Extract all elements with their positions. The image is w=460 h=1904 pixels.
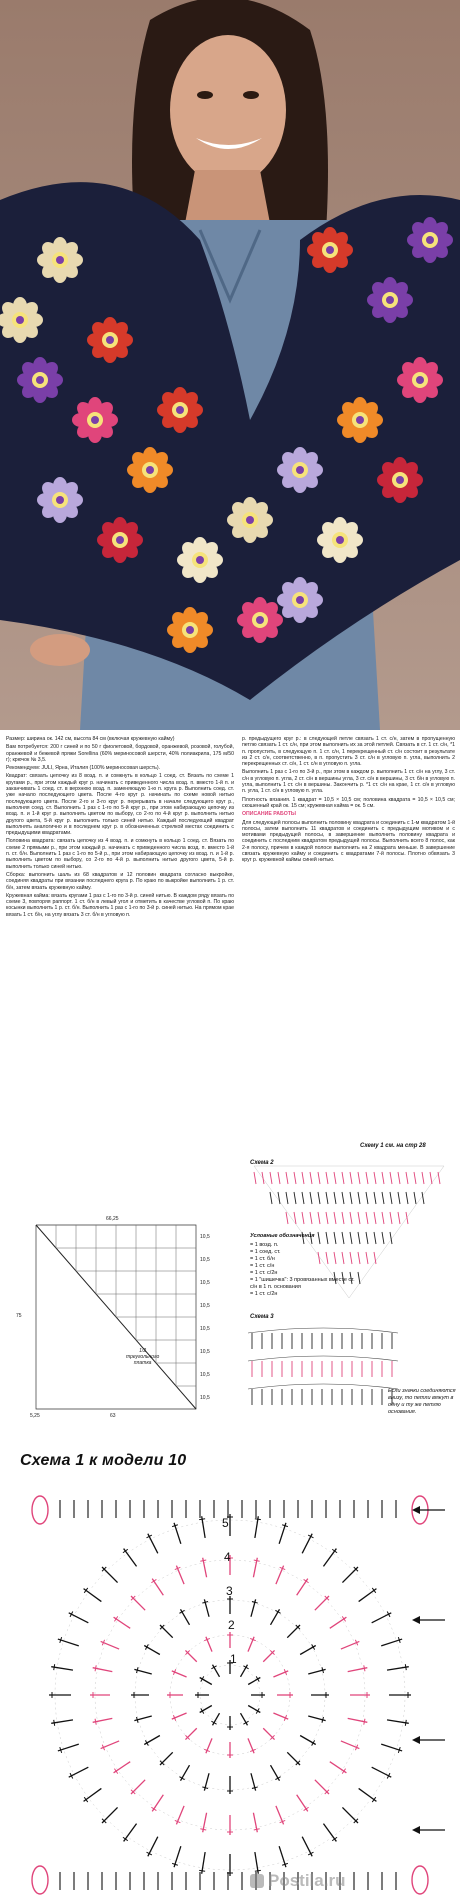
triangle-caption [126,1348,159,1366]
stitch-mark [278,1192,280,1204]
stitch-mark [382,1172,384,1184]
crochet-flower-motif [72,397,118,443]
crochet-flower-motif [397,357,443,403]
stitch-crossbar [95,1719,96,1725]
right-dimension: 10,5 [200,1371,210,1378]
instructions-right-column [242,736,455,1136]
stitch-mark [334,1212,336,1224]
stitch-mark [310,1172,312,1184]
right-dimension: 10,5 [200,1233,210,1240]
assembly-paragraph: Сборка: выполнить шаль из 68 квадратов и 12 половин квадрата согласно выкройке, соединяя квадраты при вязании последнего круга р. По краю по выкройке выполнить 1 р. ст. б/н, затем вязать кружевную кайму. [6,871,234,891]
left-dimension: 75 [16,1313,22,1319]
triangle-pattern-scheme [6,1213,236,1433]
stitch-mark [366,1172,368,1184]
watermark [250,1866,450,1896]
stitch-mark [302,1212,304,1224]
caption-line-1: 1/2 [139,1348,147,1354]
stitch-mark [326,1172,328,1184]
chain-arc [248,1356,398,1361]
puff-stitch [32,1496,48,1524]
stitch-mark [318,1212,320,1224]
right-paragraph-1: р. предыдущего круг р.: в следующей петле связать 1 ст. с/н, затем в пропущенную петлю связать 1 ст. с/н, при этом выполнить их за этой петлей. Связать в ст. 1 ст. с/н, *1 п. пропустить, в следующую п. 1 ст. с/н, 1 перекрещенный ст. с/н состоит в результате из 2 ст. с/н, соответственно, в п. пропустить 3 ст. с/н в угловую п. угла, выполнить 2 перекрещенных ст. с/н, 1 ст. с/н в угловую п. угла. [242,736,455,768]
stitch-mark [374,1192,376,1204]
stitch-mark [270,1172,272,1184]
stitch-mark [390,1212,392,1224]
crochet-flower-motif [97,517,143,563]
right-paragraph-2: Выполнить 1 раз с 1-го по 3-й р., при этом в каждом р. выполнить 1 ст. с/н на углу, 3 ст. с/н в угловую п. угла, 2 ст. с/н в вершины угла, 3 ст. с/н в вершины, 3 ст. б/н в угловую п. угла, выполнить 1 ст. с/н в вершины. Закончить р. *1 ст. с/н на крае, 1 ст. с/н в угловую п. угла, 1 ст. с/н в угловую п. угла. [242,769,455,795]
stitch-mark [414,1192,416,1204]
row-number: 2 [228,1618,235,1632]
stitch-mark [310,1212,312,1224]
right-dimension: 10,5 [200,1302,210,1309]
materials-paragraph: Вам потребуется: 200 г синей и по 50 г фиолетовой, бордовой, оранжевой, розовой, голубой, оранжевой и бежевой пряжи Sorellina (60% мериносовой шерсти, 40% полиакрила, 175 м/50 г); крючок № 3,5. [6,744,234,763]
stitch-mark [185,1650,196,1661]
crochet-flower-motif [407,217,453,263]
stitch-crossbar [200,1560,206,1561]
join-arrowhead [412,1736,420,1744]
stitch-mark [406,1192,408,1204]
stitch-mark [374,1172,376,1184]
crochet-flower-motif [227,497,273,543]
stitch-mark [318,1192,320,1204]
top-dimension: 66,25 [106,1216,119,1222]
stitch-crossbar [200,1829,206,1830]
stitch-crossbar [199,1519,205,1520]
stitch-crossbar [405,1720,406,1726]
stitch-mark [382,1212,384,1224]
stitch-mark [270,1192,272,1204]
legend-item: = 1 ст. с/2н [250,1270,278,1276]
stitch-mark [326,1212,328,1224]
stitch-mark [358,1212,360,1224]
legend [250,1233,360,1298]
crochet-flower-motif [87,317,133,363]
stitch-mark [350,1212,352,1224]
caption-line-2: треугольного [126,1354,160,1360]
stitch-mark [334,1192,336,1204]
chain-arc [248,1384,398,1389]
size-paragraph: Размер: ширина ок. 142 см, высота 84 см (включая кружевную кайму) [6,736,175,742]
scheme-3-title: Схема 3 [250,1314,274,1320]
stitch-mark [430,1172,432,1184]
instructions-left-column [6,736,234,1206]
stitch-mark [286,1192,288,1204]
crochet-flower-motif [277,447,323,493]
stitch-mark [374,1232,376,1244]
stitch-mark [366,1252,368,1264]
scheme-1-diagram [0,1470,460,1904]
right-dimension: 10,5 [200,1256,210,1263]
stitch-mark [262,1172,264,1184]
legend-item: = 1 ст. с/2н [250,1291,278,1297]
stitch-mark [382,1192,384,1204]
stitch-mark [334,1172,336,1184]
stitch-mark [366,1232,368,1244]
stitch-mark [326,1192,328,1204]
crochet-flower-motif [337,397,383,443]
stitch-mark [358,1172,360,1184]
row-number: 1 [230,1652,237,1666]
stitch-mark [342,1212,344,1224]
legend-item: = 1 соед. ст. [250,1249,281,1255]
stitch-crossbar [54,1720,55,1726]
model-photo [0,0,460,730]
crochet-flower-motif [307,227,353,273]
crochet-flower-motif [37,237,83,283]
stitch-mark [263,1728,274,1739]
crochet-flower-motif [37,477,83,523]
scheme-reference-note: Схему 1 см. на стр 28 [360,1143,426,1149]
stitch-mark [422,1192,424,1204]
crochet-flower-motif [367,277,413,323]
stitch-mark [350,1172,352,1184]
crochet-flower-motif [237,597,283,643]
stitch-mark [366,1212,368,1224]
stitch-mark [310,1192,312,1204]
stitch-mark [382,1232,384,1244]
crochet-flower-motif [167,607,213,653]
stitch-mark [294,1172,296,1184]
stitch-crossbar [254,1560,260,1561]
stitch-mark [406,1212,408,1224]
puff-stitch [32,1866,48,1894]
stitch-crossbar [364,1719,365,1725]
bottom-right-dimension: 63 [110,1413,116,1419]
crochet-flower-motif [317,517,363,563]
stitch-mark [438,1172,440,1184]
work-title: ОПИСАНИЕ РАБОТЫ [242,811,296,818]
right-dimension: 10,5 [200,1348,210,1355]
chain-arc [248,1328,398,1333]
stitch-mark [422,1172,424,1184]
row-number: 3 [226,1584,233,1598]
stitch-mark [263,1650,274,1661]
scheme-1-svg [0,1470,460,1904]
crochet-flower-motif [377,457,423,503]
watermark-text: Postila.ru [268,1871,346,1890]
legend-title: Условные обозначения [250,1233,315,1239]
crochet-flower-motif [127,447,173,493]
stitch-mark [286,1212,288,1224]
stitch-mark [286,1172,288,1184]
legend-item: = 1 возд. п. [250,1242,279,1248]
stitch-mark [398,1172,400,1184]
square-paragraph: Квадрат: связать цепочку из 8 возд. п. и сомкнуть в кольцо 1 соед. ст. Вязать по схеме 1 кругами р., при этом каждый круг р. начинать с приведенного числа возд. п. вместо 1-й п. и заканчивать 1 соед. ст. в верхнюю возд. п. заменяющую 1-ю п. круга р. Выполнить соед. ст. уже начало последующего цвета. После 4-го круг р. начинать по схеме новой нитью последующего цвета. После 2-го и 3-го круг р. перерывать в начале следующего круг р., выполняя соед. ст. Выполнить 1 раз с 1-го по 5-й круг р., при этом набирающую цепочку из возд. п. и 1-й круг р. выполнить цветом по выбору, со 2-го по 4-й круг р. выполнить нитью другого цвета, 5-й круг р. выполнить только синей нитью. Каждый последующий квадрат выполнять аналогично и в последнем круг р. в обозначенных стрелкой местах соединить с предыдущими квадратами. [6,773,234,837]
scheme-side-note: Если значки соединяются внизу, то петли вяжут в одну и ту же петлю основания. [388,1388,456,1415]
stitch-crossbar [405,1664,406,1670]
stitch-mark [278,1172,280,1184]
right-dimension: 10,5 [200,1325,210,1332]
legend-item: = 1 "шишечка": 3 провязанных вместе ст. с/н в 1 п. основания [250,1277,355,1290]
stitch-mark [398,1212,400,1224]
stitch-mark [390,1192,392,1204]
recommend-paragraph: Рекомендуем: JULI, Ярна, Италия (100% мериносовая шерсть). [6,765,161,772]
photo-illustration [0,0,460,730]
stitch-mark [406,1172,408,1184]
stitch-mark [302,1172,304,1184]
row-number: 5 [222,1516,229,1530]
crochet-flower-motif [17,357,63,403]
stitch-mark [294,1192,296,1204]
legend-item: = 1 ст. с/н [250,1263,275,1269]
bottom-left-dimension: 5,25 [30,1413,40,1419]
stitch-mark [390,1232,392,1244]
stitch-mark [350,1192,352,1204]
right-dimension: 10,5 [200,1279,210,1286]
half-square-paragraph: Половина квадрата: связать цепочку из 4 возд. п. и сомкнуть в кольцо 1 соед. ст. Вязать по схеме 2 прямыми р., при этом каждый р. начинать с приведенного числа возд. п. вместо 1-й п. ст. б/н. Выполнить 1 раз с 1-го по 5-й р., при этом набирающую цепочку из возд. п. и 1-й р. выполнить цветом по выбору, со 2-го по 4-й р. выполнить нитью другого цвета, 5-й р. выполнить только синей нитью. [6,838,234,870]
stitch-mark [358,1192,360,1204]
stitch-crossbar [254,1829,260,1830]
stitch-crossbar [364,1665,365,1671]
crochet-flower-motif [177,537,223,583]
join-arrowhead [412,1826,420,1834]
stitch-mark [342,1172,344,1184]
row-number: 4 [224,1550,231,1564]
stitch-crossbar [54,1664,55,1670]
stitch-mark [342,1192,344,1204]
stitch-crossbar [95,1665,96,1671]
stitch-mark [414,1172,416,1184]
stitch-mark [398,1192,400,1204]
work-paragraph: Для следующей полосы выполнить половину квадрата и соединить с 1-м квадратом 1-й полосы, затем выполнить 11 квадратов и соединить с предыдущим мотивом и с мотивами предыдущей полосы, в завершение выполнить половину квадрата и соединить с последним квадратом предыдущей полосы. Выполнить всего 8 полос, как 2-я полосу, причем в каждой полосе выполнить на 2 квадрата меньше. В завершение связать кружевную кайму и соединить с квадратами 7-й полосы. Плотно обвязать 3 круг р. кружевной каймы синей нитью. [242,819,455,864]
join-arrowhead [412,1506,420,1514]
stitch-mark [374,1212,376,1224]
scheme-1-title: Схема 1 к модели 10 [20,1452,187,1469]
stitch-mark [390,1172,392,1184]
density-paragraph: Плотность вязания. 1 квадрат = 10,5 × 10,5 см; половина квадрата = 10,5 × 10,5 см; скошенный край ок. 15 см; кружевная кайма = ок. 5 см. [242,796,455,809]
caption-line-3: платка [133,1360,152,1366]
stitch-crossbar [255,1519,261,1520]
stitch-mark [366,1192,368,1204]
crochet-flower-motif [157,387,203,433]
crochet-flower-motif [277,577,323,623]
stitch-mark [185,1728,196,1739]
scheme-2-title: Схема 2 [250,1160,274,1166]
stitch-mark [302,1192,304,1204]
stitch-crossbar [199,1870,205,1871]
stitch-mark [254,1172,256,1184]
legend-item: = 1 ст. б/н [250,1256,275,1262]
right-dimension: 10,5 [200,1394,210,1401]
stitch-mark [318,1172,320,1184]
lace-paragraph: Кружевная кайма: вязать кругами 1 раз с 1-го по 3-й р. синей нитью. В каждом ряду вязать по схеме 3, повторяя раппорт. 1 ст. б/н в левый угол и отметить в качестве угловой п. По краю косынки выполнить 1 р. ст. б/н. Выполнить 1 раз с 1-го по 3-й р. синей нитью. На прямом крае вязать 1 ст. б/н, на углу вязать 3 ст. б/н в угловую п. [6,892,234,918]
watermark-logo-icon [250,1874,264,1888]
join-arrowhead [412,1616,420,1624]
